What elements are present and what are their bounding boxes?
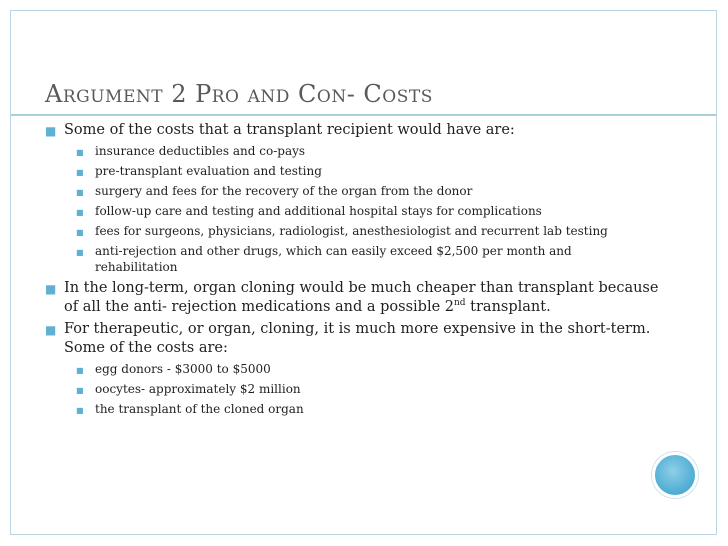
sub-bullet xyxy=(45,143,675,159)
square-bullet-icon: ■ xyxy=(76,366,84,375)
sub-bullet-text: oocytes- approximately $2 million xyxy=(95,382,301,396)
sub-bullet-text: surgery and fees for the recovery of the organ from the donor xyxy=(95,184,473,198)
sub-bullet xyxy=(45,163,675,179)
sub-bullet-text: fees for surgeons, physicians, radiologist, anesthesiologist and recurrent lab testing xyxy=(95,224,608,238)
square-bullet-icon: ■ xyxy=(45,124,57,138)
bullet-text xyxy=(64,280,658,315)
sub-bullet-text: follow-up care and testing and additional hospital stays for complications xyxy=(95,204,542,218)
title-divider xyxy=(11,114,716,116)
square-bullet-icon: ■ xyxy=(76,248,84,257)
square-bullet-icon: ■ xyxy=(76,208,84,217)
bullet-therapeutic xyxy=(45,320,675,358)
square-bullet-icon: ■ xyxy=(76,406,84,415)
sub-bullet xyxy=(45,223,675,239)
sub-bullet xyxy=(45,203,675,219)
square-bullet-icon: ■ xyxy=(76,228,84,237)
bullet-text-end: transplant. xyxy=(465,299,551,315)
sub-bullet xyxy=(45,183,675,199)
square-bullet-icon: ■ xyxy=(76,188,84,197)
sub-bullet xyxy=(45,361,675,377)
square-bullet-icon: ■ xyxy=(76,386,84,395)
bullet-costs-intro xyxy=(45,121,675,140)
sub-bullet-text: egg donors - $3000 to $5000 xyxy=(95,362,271,376)
square-bullet-icon: ■ xyxy=(45,323,57,337)
ordinal-suffix: nd xyxy=(454,298,466,309)
bullet-long-term xyxy=(45,279,675,317)
circle-ornament-icon xyxy=(652,452,698,498)
bullet-text-main: In the long-term, organ cloning would be much cheaper than transplant because of all the anti- rejection medications and a possible 2 xyxy=(64,280,659,315)
slide-body xyxy=(45,121,675,421)
sub-bullet xyxy=(45,401,675,417)
sub-bullet-text: pre-transplant evaluation and testing xyxy=(95,164,322,178)
sub-bullet-text: the transplant of the cloned organ xyxy=(95,402,304,416)
slide-title: Argument 2 Pro and Con- Costs xyxy=(45,80,433,108)
sub-bullet xyxy=(45,381,675,397)
sub-bullet-text: anti-rejection and other drugs, which can easily exceed $2,500 per month and rehabilitation xyxy=(95,244,572,274)
square-bullet-icon: ■ xyxy=(76,168,84,177)
square-bullet-icon: ■ xyxy=(45,282,57,296)
bullet-text: Some of the costs that a transplant recipient would have are: xyxy=(64,122,515,138)
bullet-text: For therapeutic, or organ, cloning, it is much more expensive in the short-term. Some of the costs are: xyxy=(64,321,651,356)
sub-bullet xyxy=(45,243,675,275)
square-bullet-icon: ■ xyxy=(76,148,84,157)
sub-bullet-text: insurance deductibles and co-pays xyxy=(95,144,306,158)
